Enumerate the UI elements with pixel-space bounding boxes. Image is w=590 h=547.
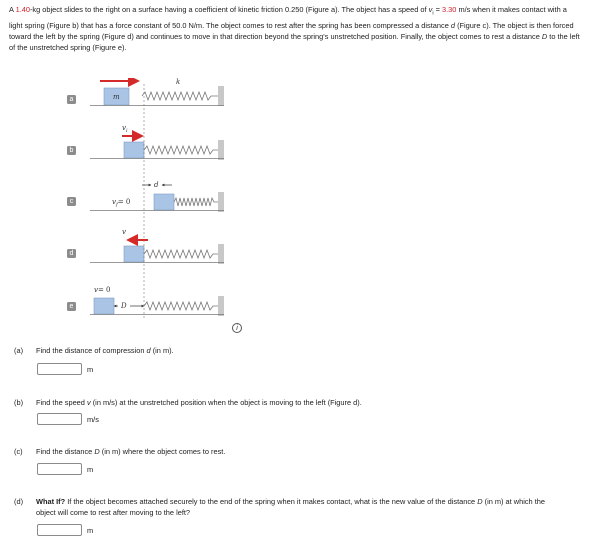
answer-d (37, 524, 93, 536)
question-d (14, 496, 579, 518)
row-b-spring (144, 146, 218, 154)
row-b-wall (218, 140, 224, 160)
answer-a-input[interactable] (37, 363, 82, 375)
question-a (14, 345, 579, 356)
info-icon[interactable]: i (232, 323, 242, 333)
answer-b (37, 413, 99, 425)
D-symbol: D (541, 31, 548, 41)
row-tag-d: d (67, 249, 76, 258)
question-a-label: (a) (14, 346, 24, 355)
row-e-wall (218, 296, 224, 316)
intro-text-5: to the left of the unstretched spring (Figure e). (9, 31, 580, 53)
row-tag-a: a (67, 95, 76, 104)
row-c-d-label: d (154, 181, 159, 189)
answer-d-unit: m (87, 525, 94, 535)
row-tag-e: e (67, 302, 76, 311)
row-d-scene (90, 228, 224, 264)
row-a-spring-label: k (176, 78, 181, 86)
answer-a-unit: m (87, 364, 94, 374)
question-a-pre: Find the distance of compression (36, 346, 147, 355)
intro-text-4: (Figure c). The object is then forced toward the left by the spring (Figure d) and continues to move in that direction beyond the spring's unstretched position. Finally, the object comes to rest a distance (9, 20, 574, 41)
problem-statement (9, 4, 581, 53)
row-e-v-label: v= 0 (94, 286, 111, 294)
question-b-pre: Find the speed (36, 398, 87, 407)
question-c (14, 446, 579, 457)
d-symbol: d (450, 20, 456, 30)
row-c-spring (174, 198, 218, 206)
intro-text-2: -kg object slides to the right on a surface having a coefficient of kinetic friction 0.250 (Figure a). The object has a speed of (29, 5, 427, 14)
row-tag-c: c (67, 197, 76, 206)
question-d-var: D (477, 497, 483, 506)
question-c-post: (in m) where the object comes to rest. (99, 447, 226, 456)
answer-c-input[interactable] (37, 463, 82, 475)
question-c-label: (c) (14, 447, 23, 456)
intro-text-1: A (9, 5, 16, 14)
row-a-scene (90, 78, 224, 106)
row-d-spring (144, 250, 218, 258)
row-b-scene (90, 124, 224, 160)
question-d-post: (in m) at which the object will come to rest after moving to the left? (36, 497, 545, 517)
row-c-wall (218, 192, 224, 212)
question-d-text (36, 496, 564, 518)
row-e-block (94, 298, 114, 314)
row-a-spring (142, 92, 218, 100)
question-c-pre: Find the distance (36, 447, 95, 456)
question-c-var: D (94, 447, 100, 456)
question-d-whatif: What If? (36, 497, 66, 506)
vi-equals: = (433, 5, 442, 14)
mass-value: 1.40 (15, 5, 30, 14)
row-e-scene (90, 286, 224, 316)
row-c-vf-label: $v_f= 0$ (112, 198, 131, 208)
answer-a (37, 363, 93, 375)
question-d-label: (d) (14, 497, 24, 506)
answer-b-input[interactable] (37, 413, 82, 425)
row-a-wall (218, 86, 224, 106)
answer-c (37, 463, 93, 475)
row-tag-b: b (67, 146, 76, 155)
question-b (14, 397, 579, 408)
question-b-label: (b) (14, 398, 24, 407)
question-a-var: d (146, 346, 151, 355)
row-c-scene (90, 181, 224, 212)
answer-b-unit: m/s (87, 414, 99, 424)
spring-figure (60, 78, 240, 323)
question-a-post: (in m). (150, 346, 174, 355)
vi-subscript: i (432, 10, 434, 17)
question-b-post: (in m/s) at the unstretched position when the object is moving to the left (Figure d). (90, 398, 362, 407)
row-a-mass-label: m (113, 93, 120, 101)
question-b-var: v (86, 398, 91, 407)
row-e-spring (144, 302, 218, 310)
row-c-block (154, 194, 174, 210)
figure-drawing (60, 78, 240, 323)
question-d-pre: If the object becomes attached securely to the end of the spring when it makes contact, what is the new value of the distance (65, 497, 478, 506)
row-b-block (124, 142, 144, 158)
intro-text-3: m/s when it makes contact with a light spring (Figure b) that has a force constant of 50.0 N/m. The object comes to rest after the spring has been compressed a distance (9, 5, 567, 30)
row-b-vi-label: $v_i$ (122, 124, 128, 134)
vi-symbol: v (428, 5, 433, 14)
row-e-D-label: D (121, 302, 127, 310)
row-d-block (124, 246, 144, 262)
speed-value: 3.30 (442, 5, 457, 14)
row-d-wall (218, 244, 224, 264)
answer-c-unit: m (87, 464, 94, 474)
row-d-v-label: v (122, 228, 126, 236)
answer-d-input[interactable] (37, 524, 82, 536)
